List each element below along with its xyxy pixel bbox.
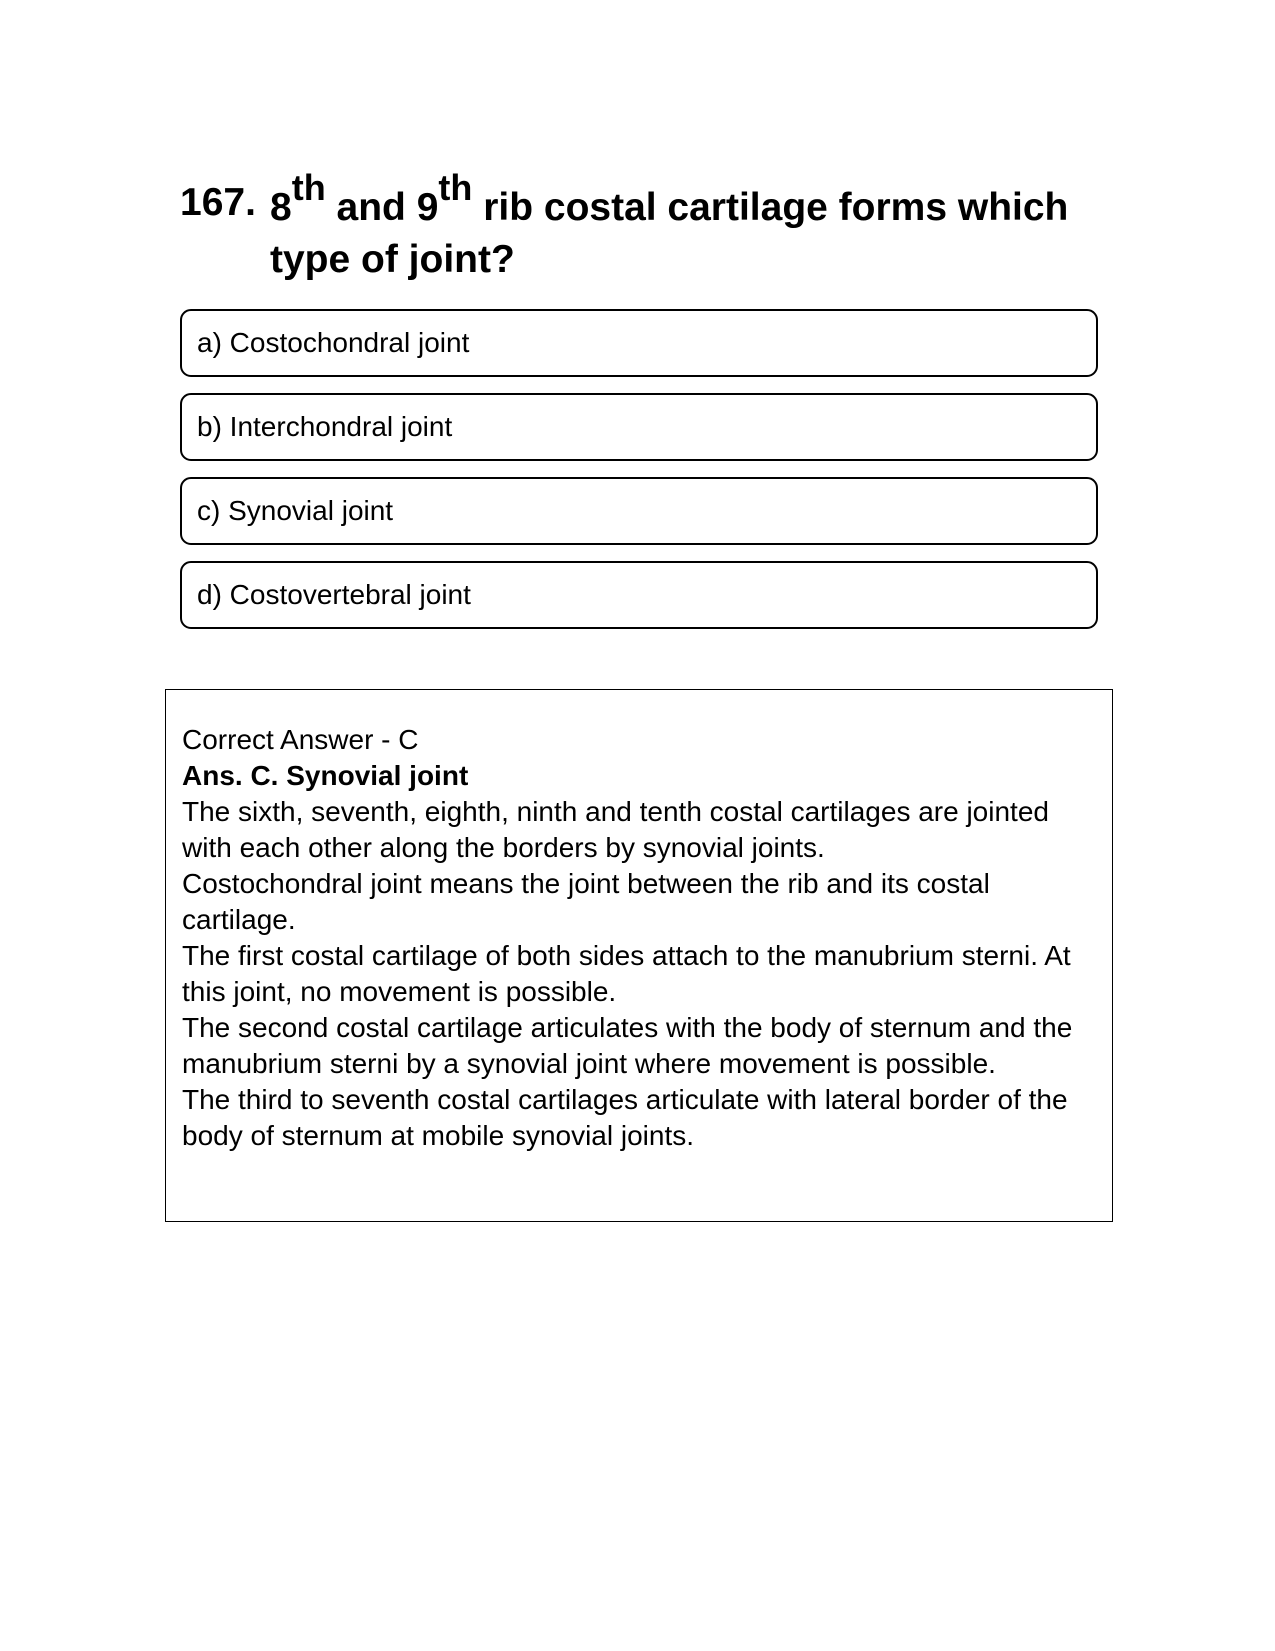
option-d[interactable]: d) Costovertebral joint [180, 561, 1098, 629]
superscript-th-1: th [291, 167, 326, 208]
explanation-paragraph-3: The first costal cartilage of both sides attach to the manubrium sterni. At this joint, no movement is possible. [182, 940, 1071, 1007]
option-a[interactable]: a) Costochondral joint [180, 309, 1098, 377]
explanation-paragraph-4: The second costal cartilage articulates with the body of sternum and the manubrium sterni by a synovial joint where movement is possible. [182, 1012, 1073, 1079]
correct-answer-line: Correct Answer - C [182, 724, 419, 755]
explanation-paragraph-2: Costochondral joint means the joint between the rib and its costal cartilage. [182, 868, 990, 935]
option-b[interactable]: b) Interchondral joint [180, 393, 1098, 461]
option-c[interactable]: c) Synovial joint [180, 477, 1098, 545]
explanation-paragraph-5: The third to seventh costal cartilages articulate with lateral border of the body of sternum at mobile synovial joints. [182, 1084, 1068, 1151]
question-text [270, 167, 1090, 286]
question-text-part1: 8 [270, 186, 292, 229]
explanation-paragraph-1: The sixth, seventh, eighth, ninth and tenth costal cartilages are jointed with each other along the borders by synovial joints. [182, 796, 1049, 863]
answer-explanation-box [165, 689, 1113, 1222]
question-text-part3: rib costal cartilage forms which type of joint? [270, 186, 1069, 281]
answer-title: Ans. C. Synovial joint [182, 760, 469, 791]
question-text-part2: and 9 [325, 186, 439, 229]
options-list [180, 309, 1098, 645]
superscript-th-2: th [438, 167, 473, 208]
question-number: 167. [180, 181, 256, 224]
